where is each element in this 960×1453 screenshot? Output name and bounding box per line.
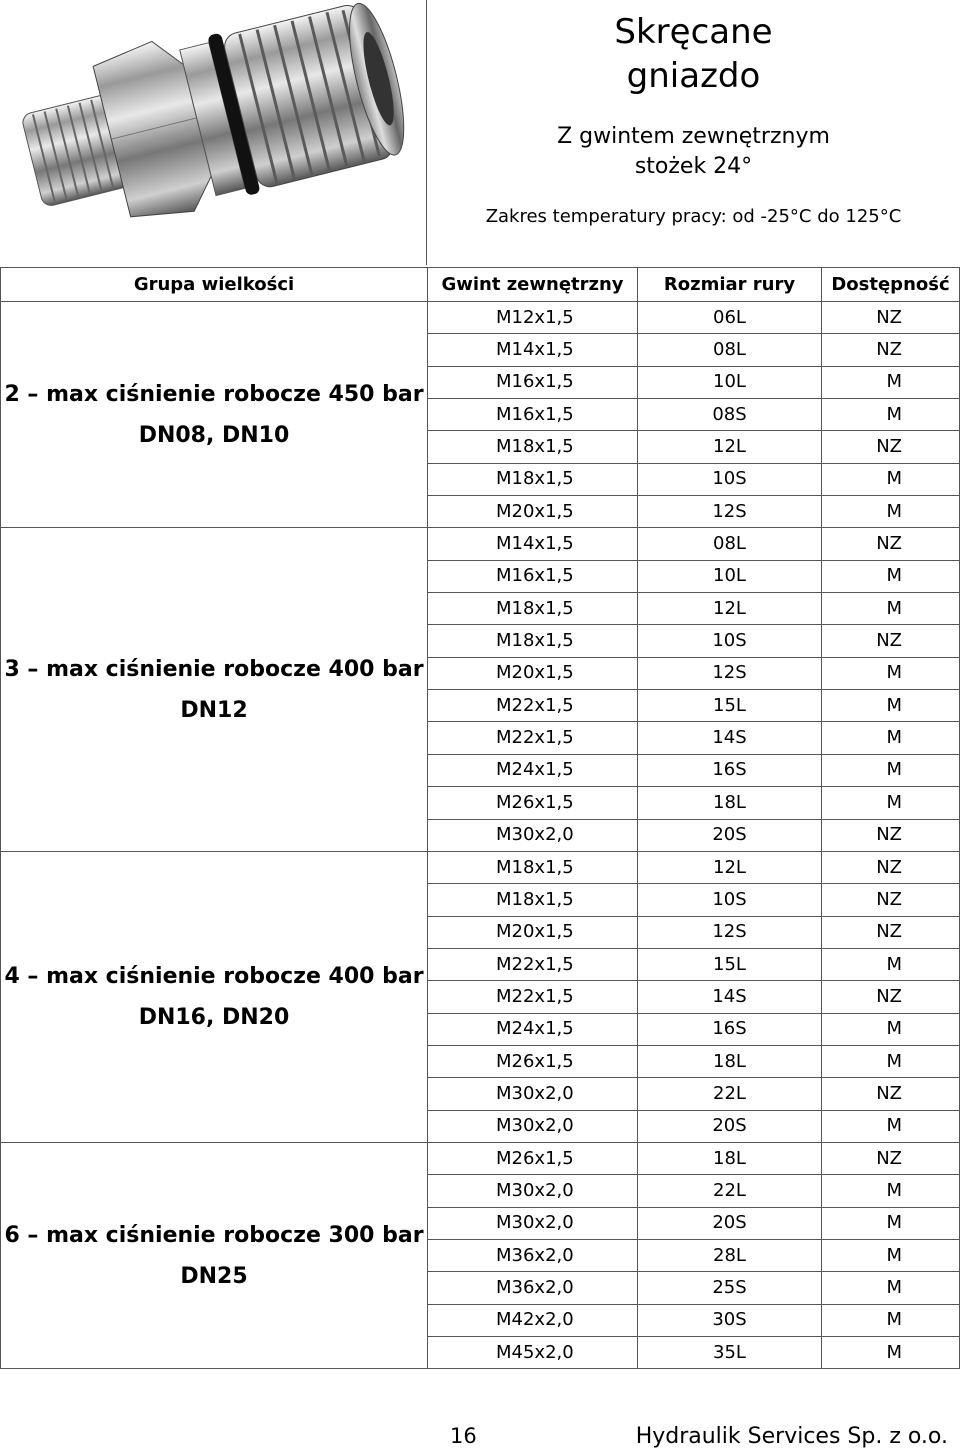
availability-cell: NZ: [822, 916, 960, 948]
thread-cell: M18x1,5: [428, 851, 638, 883]
thread-cell: M14x1,5: [428, 334, 638, 366]
thread-cell: M30x2,0: [428, 1207, 638, 1239]
tube-size-cell: 25S: [638, 1272, 822, 1304]
availability-cell: M: [822, 1207, 960, 1239]
tube-size-cell: 14S: [638, 981, 822, 1013]
availability-cell: M: [822, 722, 960, 754]
thread-cell: M22x1,5: [428, 690, 638, 722]
availability-cell: NZ: [822, 302, 960, 334]
page-title: [427, 10, 960, 98]
tube-size-cell: 15L: [638, 948, 822, 980]
tube-size-cell: 20S: [638, 1110, 822, 1142]
tube-size-cell: 12L: [638, 431, 822, 463]
thread-cell: M18x1,5: [428, 625, 638, 657]
availability-cell: M: [822, 1045, 960, 1077]
tube-size-cell: 12L: [638, 593, 822, 625]
header-thread: Gwint zewnętrzny: [428, 268, 638, 302]
subtitle-line-1: Z gwintem zewnętrznym: [557, 124, 830, 149]
tube-size-cell: 08S: [638, 399, 822, 431]
size-group-cell: [1, 851, 428, 1142]
size-group-cell: [1, 1142, 428, 1368]
thread-cell: M24x1,5: [428, 1013, 638, 1045]
spec-table-header: [1, 268, 960, 302]
tube-size-cell: 16S: [638, 754, 822, 786]
header-text: [427, 0, 960, 265]
tube-size-cell: 10S: [638, 625, 822, 657]
thread-cell: M22x1,5: [428, 981, 638, 1013]
group-pressure-label: 6 – max ciśnienie robocze 300 bar: [4, 1222, 424, 1248]
tube-size-cell: 10S: [638, 884, 822, 916]
availability-cell: NZ: [822, 334, 960, 366]
thread-cell: M16x1,5: [428, 560, 638, 592]
availability-cell: M: [822, 593, 960, 625]
thread-cell: M36x2,0: [428, 1272, 638, 1304]
tube-size-cell: 20S: [638, 819, 822, 851]
product-photo-frame: [0, 0, 427, 265]
header-size: Rozmiar rury: [638, 268, 822, 302]
availability-cell: NZ: [822, 1142, 960, 1174]
thread-cell: M26x1,5: [428, 787, 638, 819]
tube-size-cell: 12S: [638, 657, 822, 689]
tube-size-cell: 18L: [638, 787, 822, 819]
thread-cell: M22x1,5: [428, 722, 638, 754]
tube-size-cell: 10L: [638, 560, 822, 592]
thread-cell: M18x1,5: [428, 593, 638, 625]
fitting-photo-icon: [0, 0, 426, 265]
tube-size-cell: 08L: [638, 528, 822, 560]
thread-cell: M20x1,5: [428, 657, 638, 689]
thread-cell: M18x1,5: [428, 431, 638, 463]
group-dn-label: DN12: [180, 697, 248, 723]
tube-size-cell: 06L: [638, 302, 822, 334]
thread-cell: M22x1,5: [428, 948, 638, 980]
availability-cell: M: [822, 560, 960, 592]
tube-size-cell: 16S: [638, 1013, 822, 1045]
table-row: [1, 302, 960, 334]
availability-cell: M: [822, 1304, 960, 1336]
page-number: 16: [450, 1424, 477, 1448]
header-row: [1, 268, 960, 302]
header-availability: Dostępność: [822, 268, 960, 302]
thread-cell: M18x1,5: [428, 463, 638, 495]
size-group-cell: [1, 302, 428, 528]
thread-cell: M26x1,5: [428, 1045, 638, 1077]
availability-cell: M: [822, 1110, 960, 1142]
availability-cell: M: [822, 463, 960, 495]
availability-cell: M: [822, 1013, 960, 1045]
availability-cell: M: [822, 1272, 960, 1304]
page-footer: [0, 1420, 960, 1453]
availability-cell: NZ: [822, 851, 960, 883]
thread-cell: M30x2,0: [428, 1078, 638, 1110]
availability-cell: M: [822, 399, 960, 431]
company-name: Hydraulik Services Sp. z o.o.: [635, 1424, 948, 1449]
page-subtitle: [427, 122, 960, 182]
availability-cell: NZ: [822, 625, 960, 657]
subtitle-line-2: stożek 24°: [634, 154, 753, 179]
thread-cell: M20x1,5: [428, 916, 638, 948]
tube-size-cell: 10S: [638, 463, 822, 495]
group-pressure-label: 2 – max ciśnienie robocze 450 bar: [4, 381, 424, 407]
availability-cell: M: [822, 1337, 960, 1369]
tube-size-cell: 20S: [638, 1207, 822, 1239]
tube-size-cell: 18L: [638, 1045, 822, 1077]
availability-cell: NZ: [822, 528, 960, 560]
availability-cell: M: [822, 496, 960, 528]
tube-size-cell: 12L: [638, 851, 822, 883]
tube-size-cell: 28L: [638, 1239, 822, 1271]
group-dn-label: DN08, DN10: [138, 422, 290, 448]
tube-size-cell: 12S: [638, 916, 822, 948]
thread-cell: M30x2,0: [428, 819, 638, 851]
temperature-range: Zakres temperatury pracy: od -25°C do 125°C: [485, 206, 902, 227]
availability-cell: M: [822, 754, 960, 786]
tube-size-cell: 18L: [638, 1142, 822, 1174]
tube-size-cell: 35L: [638, 1337, 822, 1369]
header-section: [0, 0, 960, 267]
thread-cell: M30x2,0: [428, 1110, 638, 1142]
availability-cell: NZ: [822, 884, 960, 916]
tube-size-cell: 22L: [638, 1078, 822, 1110]
thread-cell: M18x1,5: [428, 884, 638, 916]
availability-cell: NZ: [822, 981, 960, 1013]
availability-cell: M: [822, 657, 960, 689]
thread-cell: M36x2,0: [428, 1239, 638, 1271]
availability-cell: NZ: [822, 1078, 960, 1110]
thread-cell: M42x2,0: [428, 1304, 638, 1336]
thread-cell: M24x1,5: [428, 754, 638, 786]
availability-cell: NZ: [822, 819, 960, 851]
tube-size-cell: 22L: [638, 1175, 822, 1207]
table-row: [1, 851, 960, 883]
availability-cell: M: [822, 787, 960, 819]
thread-cell: M16x1,5: [428, 399, 638, 431]
thread-cell: M45x2,0: [428, 1337, 638, 1369]
header-group: Grupa wielkości: [1, 268, 428, 302]
title-line-2: gniazdo: [626, 56, 761, 96]
tube-size-cell: 30S: [638, 1304, 822, 1336]
spec-table: [0, 267, 960, 1369]
table-row: [1, 528, 960, 560]
spec-table-body: [1, 302, 960, 1369]
availability-cell: M: [822, 948, 960, 980]
availability-cell: M: [822, 1175, 960, 1207]
thread-cell: M20x1,5: [428, 496, 638, 528]
thread-cell: M26x1,5: [428, 1142, 638, 1174]
thread-cell: M14x1,5: [428, 528, 638, 560]
title-line-1: Skręcane: [614, 12, 773, 52]
group-pressure-label: 3 – max ciśnienie robocze 400 bar: [4, 656, 424, 682]
size-group-cell: [1, 528, 428, 851]
availability-cell: M: [822, 1239, 960, 1271]
group-dn-label: DN16, DN20: [138, 1004, 290, 1030]
tube-size-cell: 14S: [638, 722, 822, 754]
availability-cell: M: [822, 690, 960, 722]
thread-cell: M12x1,5: [428, 302, 638, 334]
table-row: [1, 1142, 960, 1174]
tube-size-cell: 12S: [638, 496, 822, 528]
tube-size-cell: 10L: [638, 366, 822, 398]
availability-cell: M: [822, 366, 960, 398]
availability-cell: NZ: [822, 431, 960, 463]
tube-size-cell: 08L: [638, 334, 822, 366]
group-pressure-label: 4 – max ciśnienie robocze 400 bar: [4, 963, 424, 989]
group-dn-label: DN25: [180, 1263, 248, 1289]
thread-cell: M30x2,0: [428, 1175, 638, 1207]
thread-cell: M16x1,5: [428, 366, 638, 398]
tube-size-cell: 15L: [638, 690, 822, 722]
